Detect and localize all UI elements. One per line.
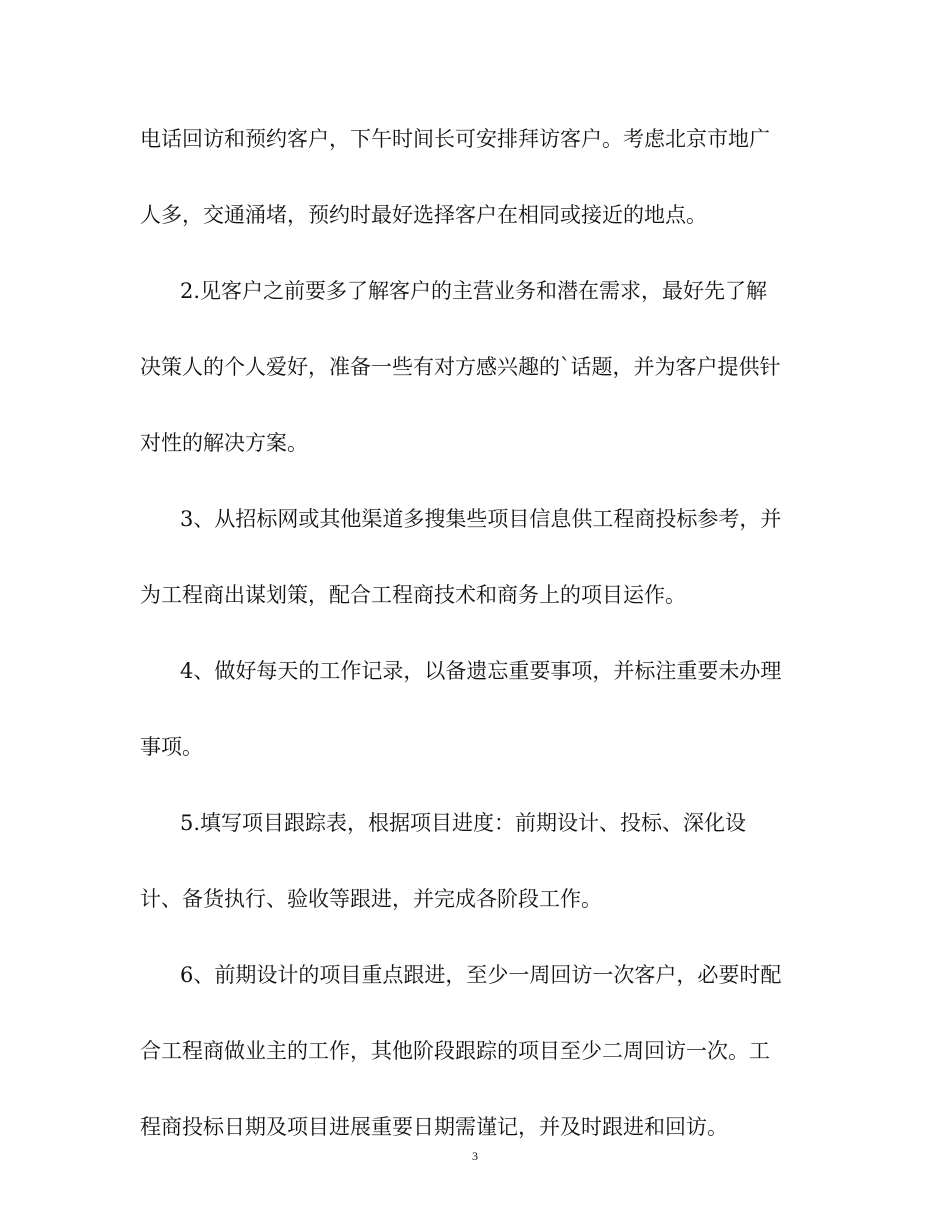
text-line: 对性的解决方案。: [140, 431, 308, 455]
text-line: 人多，交通涌堵，预约时最好选择客户在相同或接近的地点。: [140, 203, 707, 227]
paragraph-4-start: 4、做好每天的工作记录，以备遗忘重要事项，并标注重要未办理: [180, 659, 782, 683]
text-line: 事项。: [140, 735, 203, 759]
page-number: 3: [472, 1149, 478, 1163]
text-line: 合工程商做业主的工作，其他阶段跟踪的项目至少二周回访一次。工: [140, 1039, 770, 1063]
paragraph-6-start: 6、前期设计的项目重点跟进，至少一周回访一次客户，必要时配: [180, 963, 782, 987]
paragraph-3-start: 3、从招标网或其他渠道多搜集些项目信息供工程商投标参考，并: [180, 507, 782, 531]
text-line: 决策人的个人爱好，准备一些有对方感兴趣的`话题，并为客户提供针: [140, 355, 781, 379]
text-line: 为工程商出谋划策，配合工程商技术和商务上的项目运作。: [140, 583, 686, 607]
paragraph-5-start: 5.填写项目跟踪表，根据项目进度：前期设计、投标、深化设: [180, 811, 747, 835]
text-line: 计、备货执行、验收等跟进，并完成各阶段工作。: [140, 887, 602, 911]
text-line: 电话回访和预约客户，下午时间长可安排拜访客户。考虑北京市地广: [140, 127, 770, 151]
text-line: 程商投标日期及项目进展重要日期需谨记，并及时跟进和回访。: [140, 1115, 728, 1139]
paragraph-2-start: 2.见客户之前要多了解客户的主营业务和潜在需求，最好先了解: [180, 279, 768, 303]
